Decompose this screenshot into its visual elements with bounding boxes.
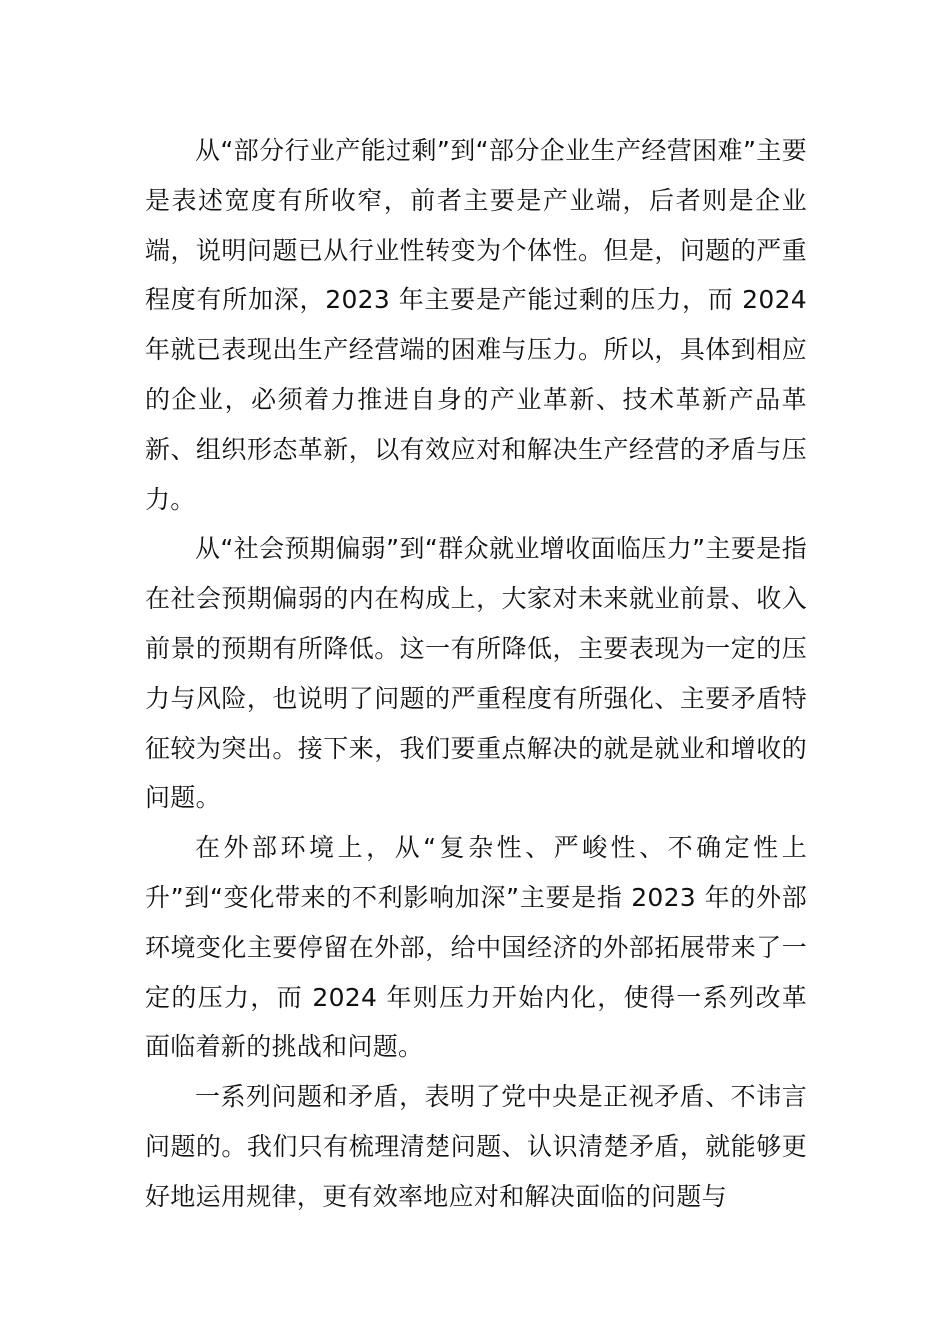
paragraph-1: 从“部分行业产能过剩”到“部分企业生产经营困难”主要是表述宽度有所收窄，前者主要是产业端，后者则是企业端，说明问题已从行业性转变为个体性。但是，问题的严重程度有所加深，2023 年主要是产能过剩的压力，而 2024 年就已表现出生产经营端的困难与压力。所以，具体到相应的企业，必须着力推进自身的产业革新、技术革新产品革新、组织形态革新，以有效应对和解决生产经营的矛盾与压力。 xyxy=(145,136,807,514)
paragraph-3: 在外部环境上，从“复杂性、严峻性、不确定性上升”到“变化带来的不利影响加深”主要是指 2023 年的外部环境变化主要停留在外部，给中国经济的外部拓展带来了一定的压力，而 2024 年则压力开始内化，使得一系列改革面临着新的挑战和问题。 xyxy=(145,833,807,1062)
document-body xyxy=(145,126,807,1222)
paragraph-2: 从“社会预期偏弱”到“群众就业增收面临压力”主要是指在社会预期偏弱的内在构成上，大家对未来就业前景、收入前景的预期有所降低。这一有所降低，主要表现为一定的压力与风险，也说明了问题的严重程度有所强化、主要矛盾特征较为突出。接下来，我们要重点解决的就是就业和增收的问题。 xyxy=(145,534,807,813)
paragraph-4: 一系列问题和矛盾，表明了党中央是正视矛盾、不讳言问题的。我们只有梳理清楚问题、认识清楚矛盾，就能够更好地运用规律，更有效率地应对和解决面临的问题与 xyxy=(145,1082,807,1211)
